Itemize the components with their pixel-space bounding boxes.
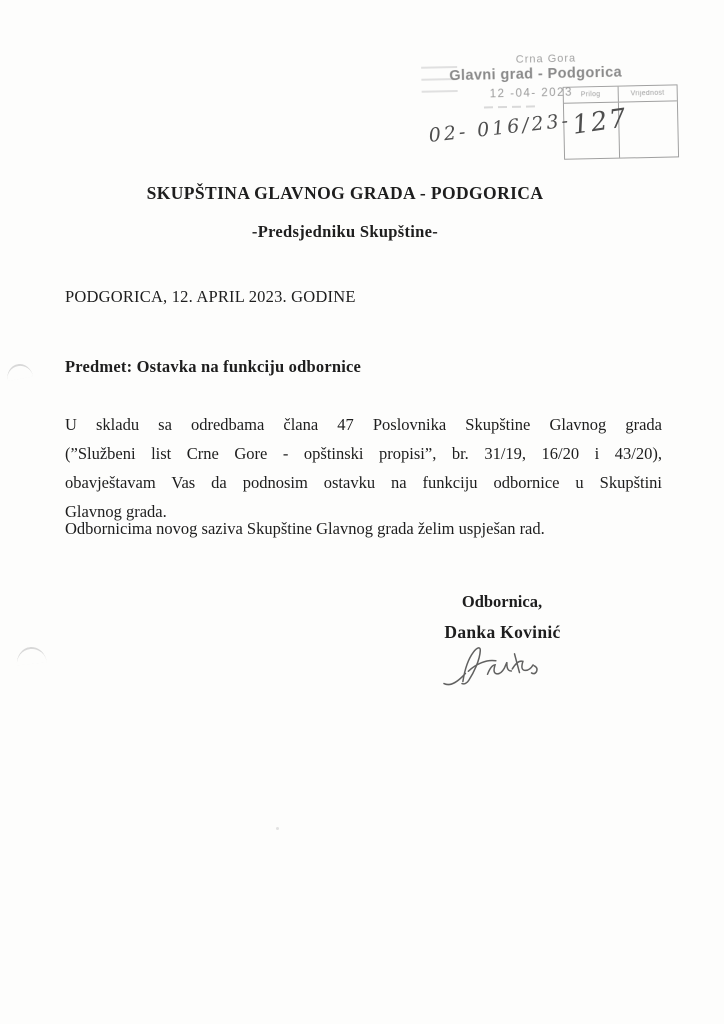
stamp-country-line: Crna Gora <box>515 52 577 66</box>
stamp-city-line: Glavni grad - Podgorica <box>449 64 623 85</box>
paragraph-line: Glavnog grada. <box>65 502 167 521</box>
place-date-line: PODGORICA, 12. APRIL 2023. GODINE <box>65 287 356 306</box>
stamp-table-header-prilog: Prilog <box>564 87 619 103</box>
pencil-mark <box>5 362 33 381</box>
scan-speck <box>276 827 279 830</box>
signature-role: Odbornica, <box>461 592 543 611</box>
pencil-mark <box>15 645 47 665</box>
signature-name: Danka Kovinić <box>444 622 561 642</box>
paragraph-line: obavještavam Vas da podnosim ostavku na funkciju odbornice u Skupštini <box>65 473 662 492</box>
paragraph-line: U skladu sa odredbama člana 47 Poslovnika Skupštine Glavnog grada <box>65 415 662 434</box>
subject-line: Predmet: Ostavka na funkciju odbornice <box>65 357 362 376</box>
letter-title: SKUPŠTINA GLAVNOG GRADA - PODGORICA <box>146 183 544 203</box>
body-paragraph-2: Odbornicima novog saziva Skupštine Glavnog grada želim uspješan rad. <box>65 519 545 538</box>
stamp-illegible-row <box>484 105 559 111</box>
handwritten-case-number: 02- 016/23- <box>427 109 573 147</box>
stamp-date: 12 -04- 2023 <box>489 86 574 101</box>
stamp-table-header-vrijednost: Vrijednost <box>630 89 665 98</box>
receipt-stamp <box>423 47 685 167</box>
paragraph-line: (”Službeni list Crne Gore - opštinski propisi”, br. 31/19, 16/20 i 43/20), <box>65 444 662 463</box>
handwritten-signature <box>440 639 545 689</box>
body-paragraph-1 <box>65 410 662 526</box>
handwritten-case-number-suffix: 127 <box>570 103 630 141</box>
letter-subtitle: -Predsjedniku Skupštine- <box>251 222 439 241</box>
